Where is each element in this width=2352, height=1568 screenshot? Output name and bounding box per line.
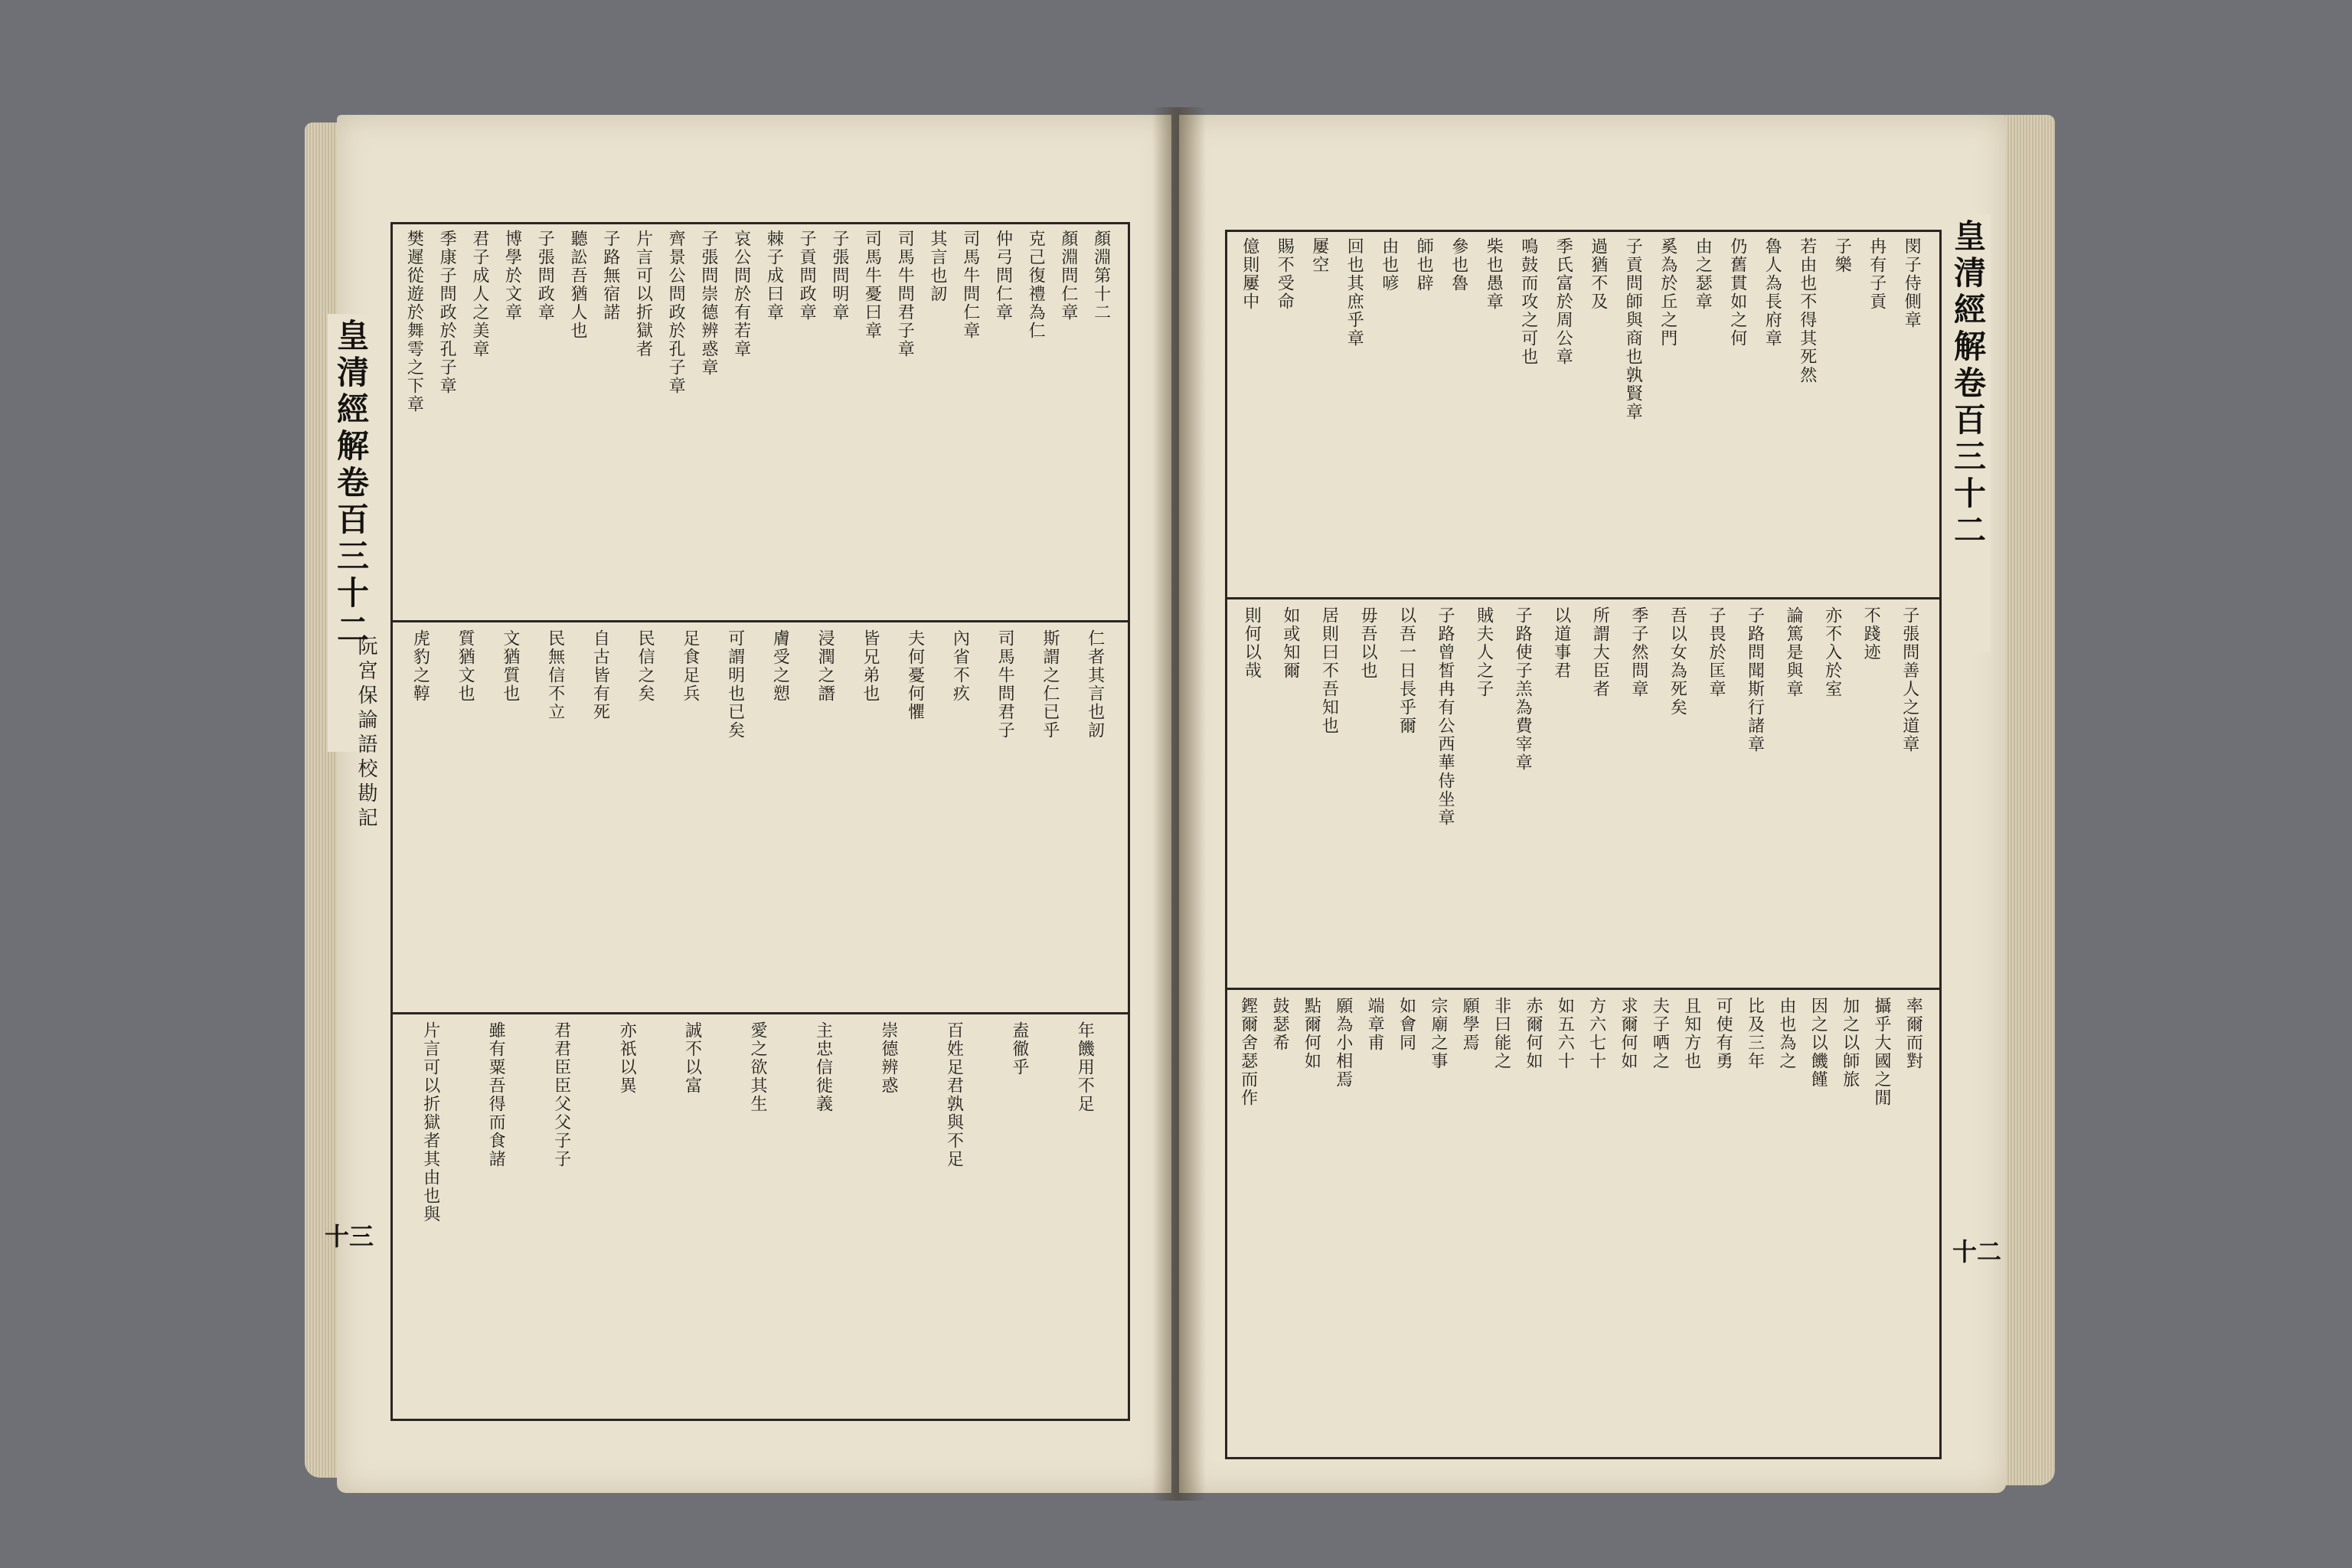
text-column: 季康子問政於孔子章 — [437, 230, 457, 395]
text-column: 子路曾皙冉有公西華侍坐章 — [1436, 606, 1455, 827]
right-page-edges — [2000, 115, 2055, 1485]
text-column: 由也為之 — [1776, 997, 1796, 1070]
text-column: 宗廟之事 — [1428, 997, 1448, 1070]
text-column: 子路問聞斯行諸章 — [1745, 606, 1765, 753]
text-column: 亦不入於室 — [1822, 606, 1842, 698]
text-column: 子張問崇德辨惑章 — [698, 230, 718, 377]
text-column: 司馬牛問君子章 — [895, 230, 915, 358]
text-column: 子路無宿諾 — [600, 230, 620, 322]
left-page — [325, 115, 1171, 1493]
text-column: 年饑用不足 — [1075, 1021, 1095, 1113]
text-column: 如會同 — [1396, 997, 1416, 1052]
text-column: 攝乎大國之閒 — [1871, 997, 1891, 1107]
right-page — [1179, 115, 2006, 1493]
text-column: 如五六十 — [1555, 997, 1575, 1070]
text-column: 奚為於丘之門 — [1658, 237, 1677, 348]
text-column: 鳴鼓而攻之可也 — [1518, 237, 1538, 366]
text-column: 賊夫人之子 — [1474, 606, 1494, 698]
text-column: 毋吾以也 — [1357, 606, 1377, 680]
text-column: 盍徹乎 — [1009, 1021, 1029, 1076]
text-column: 愛之欲其生 — [748, 1021, 767, 1113]
text-column: 足食足兵 — [680, 629, 700, 703]
text-column: 加之以師旅 — [1840, 997, 1860, 1089]
text-column: 億則屢中 — [1240, 237, 1259, 311]
text-column: 季子然問章 — [1628, 606, 1648, 698]
text-column: 百姓足君孰與不足 — [944, 1021, 964, 1168]
text-column: 魯人為長府章 — [1762, 237, 1782, 348]
text-column: 皆兄弟也 — [860, 629, 880, 703]
text-column: 君子成人之美章 — [469, 230, 489, 358]
text-column: 求爾何如 — [1619, 997, 1638, 1070]
text-column: 片言可以折獄者其由也與 — [420, 1021, 440, 1223]
text-column: 仍舊貫如之何 — [1727, 237, 1747, 348]
text-column: 端章甫 — [1365, 997, 1385, 1052]
text-column: 哀公問於有若章 — [731, 230, 751, 358]
text-column: 則何以哉 — [1242, 606, 1262, 680]
right-page-folio: 十二 — [1952, 1237, 2002, 1266]
book-gutter — [1152, 107, 1206, 1501]
text-column: 君君臣臣父父子子 — [551, 1021, 571, 1168]
text-column: 以吾一日長乎爾 — [1396, 606, 1416, 735]
text-column: 師也辟 — [1414, 237, 1434, 292]
text-column: 文猶質也 — [500, 629, 520, 703]
text-column: 居則曰不吾知也 — [1319, 606, 1339, 735]
text-column: 質猶文也 — [456, 629, 475, 703]
text-column: 夫何憂何懼 — [905, 629, 925, 721]
text-column: 內省不疚 — [950, 629, 970, 703]
text-column: 子張問善人之道章 — [1900, 606, 1919, 753]
text-column: 回也其庶乎章 — [1344, 237, 1364, 348]
text-column: 可謂明也已矣 — [725, 629, 745, 740]
text-column: 冉有子貢 — [1867, 237, 1886, 311]
text-column: 子畏於匡章 — [1706, 606, 1726, 698]
text-column: 司馬牛憂曰章 — [862, 230, 882, 340]
text-column: 方六七十 — [1586, 997, 1606, 1070]
right-page-title: 皇清經解卷百三十二 — [1945, 214, 1991, 652]
text-column: 誠不以富 — [682, 1021, 702, 1095]
left-page-title: 皇清經解卷百三十二 — [328, 314, 374, 752]
text-column: 願學焉 — [1460, 997, 1480, 1052]
text-column: 子貢問政章 — [797, 230, 817, 322]
text-column: 子張問明章 — [829, 230, 849, 322]
text-column: 崇德辨惑 — [878, 1021, 898, 1095]
text-column: 斯謂之仁已乎 — [1040, 629, 1060, 740]
text-column: 閔子侍側章 — [1902, 237, 1922, 329]
text-column: 過猶不及 — [1588, 237, 1608, 311]
text-column: 其言也訒 — [928, 230, 947, 303]
left-page-folio: 十三 — [325, 1222, 374, 1251]
text-column: 非曰能之 — [1491, 997, 1511, 1070]
text-column: 因之以饑饉 — [1808, 997, 1828, 1089]
text-column: 可使有勇 — [1713, 997, 1733, 1070]
text-column: 願為小相焉 — [1333, 997, 1353, 1089]
text-column: 仲弓問仁章 — [993, 230, 1013, 322]
text-column: 顏淵第十二 — [1091, 230, 1111, 322]
text-column: 由之瑟章 — [1693, 237, 1713, 311]
text-column: 所謂大臣者 — [1590, 606, 1610, 698]
text-column: 博學於文章 — [502, 230, 522, 322]
text-column: 齊景公問政於孔子章 — [666, 230, 686, 395]
text-column: 膚受之愬 — [770, 629, 790, 703]
text-column: 由也喭 — [1379, 237, 1399, 292]
text-column: 主忠信徙義 — [813, 1021, 833, 1113]
text-column: 雖有粟吾得而食諸 — [486, 1021, 506, 1168]
text-column: 子樂 — [1832, 237, 1852, 274]
text-column: 虎豹之鞟 — [410, 629, 430, 703]
text-column: 如或知爾 — [1280, 606, 1300, 680]
text-column: 亦祇以異 — [617, 1021, 637, 1095]
text-column: 夫子哂之 — [1650, 997, 1670, 1070]
text-column: 比及三年 — [1745, 997, 1765, 1070]
text-column: 賜不受命 — [1275, 237, 1295, 311]
text-column: 子路使子羔為費宰章 — [1513, 606, 1533, 772]
text-column: 論篤是與章 — [1784, 606, 1804, 698]
text-column: 赤爾何如 — [1523, 997, 1543, 1070]
left-band-divider-1 — [390, 620, 1128, 622]
text-column: 屢空 — [1309, 237, 1329, 274]
text-column: 顏淵問仁章 — [1058, 230, 1078, 322]
text-column: 司馬牛問君子 — [995, 629, 1015, 740]
text-column: 棘子成曰章 — [764, 230, 784, 322]
text-column: 且知方也 — [1681, 997, 1701, 1070]
text-column: 民無信不立 — [545, 629, 565, 721]
text-column: 若由也不得其死然 — [1797, 237, 1817, 384]
text-column: 樊遲從遊於舞雩之下章 — [404, 230, 424, 413]
text-column: 鏗爾舍瑟而作 — [1238, 997, 1258, 1107]
text-column: 聽訟吾猶人也 — [568, 230, 587, 340]
text-column: 以道事君 — [1551, 606, 1571, 680]
text-column: 仁者其言也訒 — [1085, 629, 1105, 740]
text-column: 浸潤之譖 — [815, 629, 835, 703]
text-column: 子貢問師與商也孰賢章 — [1623, 237, 1643, 421]
text-column: 司馬牛問仁章 — [960, 230, 980, 340]
text-column: 點爾何如 — [1302, 997, 1321, 1070]
text-column: 片言可以折獄者 — [633, 230, 653, 358]
text-column: 民信之矣 — [635, 629, 655, 703]
text-column: 鼓瑟希 — [1270, 997, 1290, 1052]
text-column: 率爾而對 — [1903, 997, 1923, 1070]
text-column: 柴也愚章 — [1484, 237, 1504, 311]
text-column: 參也魯 — [1449, 237, 1468, 292]
text-column: 克己復禮為仁 — [1026, 230, 1046, 340]
right-band-divider-1 — [1225, 597, 1939, 599]
right-band-divider-2 — [1225, 988, 1939, 990]
text-column: 不踐迹 — [1861, 606, 1881, 662]
text-column: 吾以女為死矣 — [1668, 606, 1687, 717]
text-column: 季氏富於周公章 — [1553, 237, 1573, 366]
left-page-imprint: 阮宮保論語校勘記 — [354, 635, 377, 831]
text-column: 子張問政章 — [535, 230, 555, 322]
text-column: 自古皆有死 — [590, 629, 610, 721]
left-band-divider-2 — [390, 1012, 1128, 1014]
